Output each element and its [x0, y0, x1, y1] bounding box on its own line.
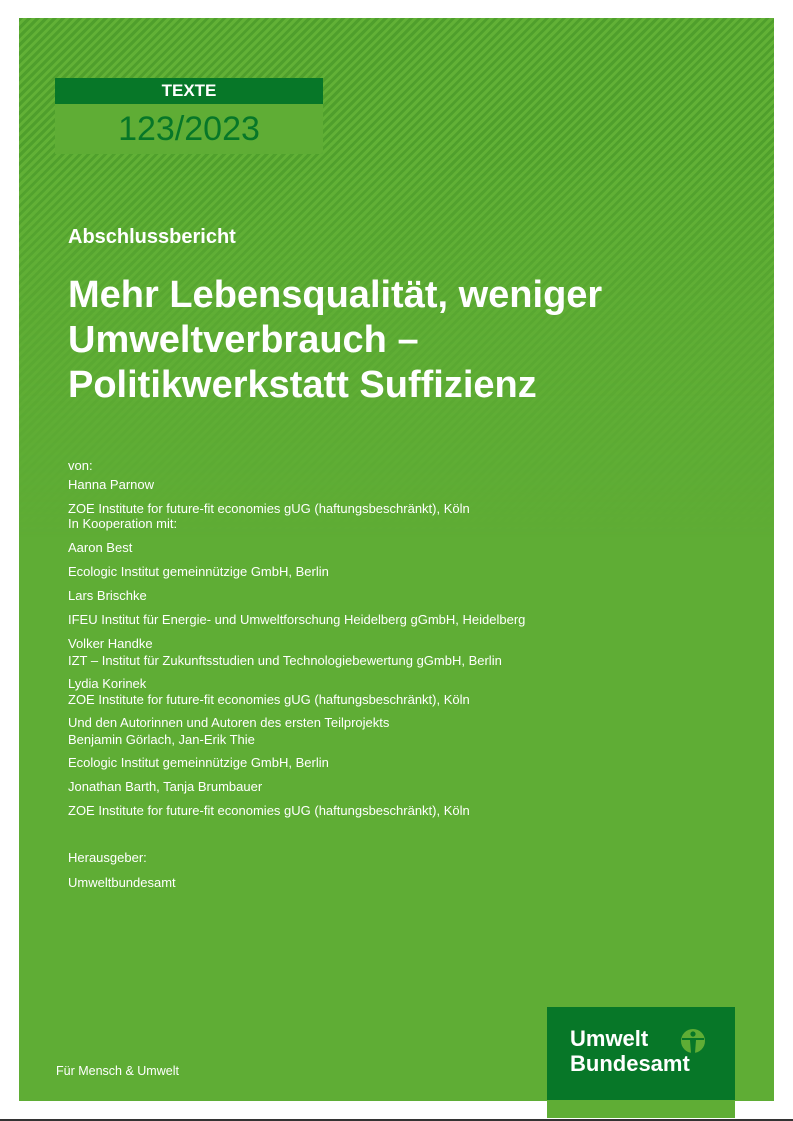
credit-line: Ecologic Institut gemeinnützige GmbH, Berlin: [68, 564, 329, 579]
credit-line: Lars Brischke: [68, 588, 147, 603]
credit-line: ZOE Institute for future-fit economies gUG (haftungsbeschränkt), Köln: [68, 692, 470, 707]
series-label: TEXTE: [55, 78, 323, 104]
title-line: Politikwerkstatt Suffizienz: [68, 364, 537, 406]
footer-slogan: Für Mensch & Umwelt: [56, 1064, 179, 1078]
series-number: 123/2023: [55, 104, 323, 154]
credit-line: ZOE Institute for future-fit economies gUG (haftungsbeschränkt), Köln: [68, 803, 470, 818]
credit-line: Jonathan Barth, Tanja Brumbauer: [68, 779, 263, 794]
report-title: [68, 273, 602, 408]
credit-line: Hanna Parnow: [68, 477, 154, 492]
cover-page: [19, 18, 774, 1101]
credit-line: In Kooperation mit:: [68, 516, 178, 531]
series-badge: [55, 78, 323, 154]
title-line: Umweltverbrauch –: [68, 319, 419, 361]
credit-line: IFEU Institut für Energie- und Umweltforschung Heidelberg gGmbH, Heidelberg: [68, 612, 526, 627]
title-line: Mehr Lebensqualität, weniger: [68, 274, 603, 316]
report-type: Abschlussbericht: [68, 226, 236, 248]
logo-wordmark: [570, 1026, 690, 1076]
credit-line: Lydia Korinek: [68, 676, 147, 691]
credit-line: ZOE Institute for future-fit economies gUG (haftungsbeschränkt), Köln: [68, 501, 470, 516]
publisher-label: Herausgeber:: [68, 850, 147, 865]
publisher-name: Umweltbundesamt: [68, 875, 176, 890]
credit-line: Und den Autorinnen und Autoren des ersten Teilprojekts: [68, 715, 390, 730]
credit-line: Aaron Best: [68, 540, 133, 555]
logo-line-1: Umwelt: [570, 1026, 649, 1051]
uba-logo: [547, 1007, 735, 1100]
credit-line: Volker Handke: [68, 636, 153, 651]
credit-line: Benjamin Görlach, Jan-Erik Thie: [68, 732, 255, 747]
logo-line-2: Bundesamt: [570, 1051, 690, 1076]
credit-line: IZT – Institut für Zukunftsstudien und Technologiebewertung gGmbH, Berlin: [68, 653, 502, 668]
credit-line: von:: [68, 458, 93, 473]
credit-line: Ecologic Institut gemeinnützige GmbH, Berlin: [68, 755, 329, 770]
person-globe-icon: [680, 1028, 706, 1054]
